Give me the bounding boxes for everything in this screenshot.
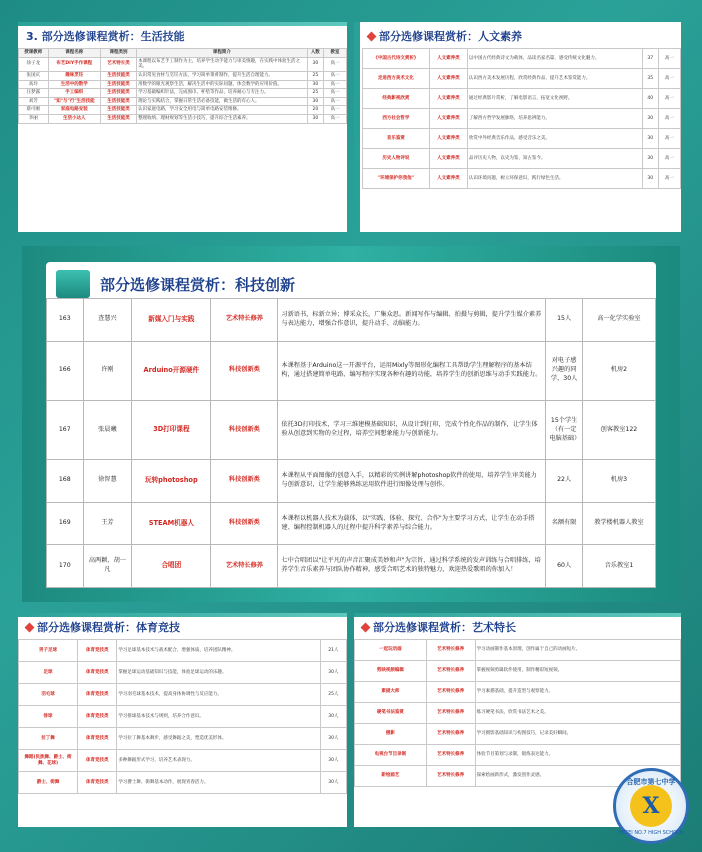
table-cell: 生活技能类 xyxy=(100,80,136,89)
table-cell: 舞蹈(民族舞、爵士、街舞、花球) xyxy=(19,750,78,772)
table-cell: 高一 xyxy=(324,106,347,115)
table-row xyxy=(19,728,347,750)
slide-left-stripe xyxy=(354,22,360,232)
table-cell: 20 xyxy=(307,106,323,115)
table-cell: 刘芳 xyxy=(19,97,49,106)
table-cell: 人文素养类 xyxy=(429,109,467,129)
table-cell: 高玲 xyxy=(19,80,49,89)
table-cell: 生活中的数学 xyxy=(48,80,100,89)
table-cell: 35 xyxy=(642,69,658,89)
table-row xyxy=(19,57,347,71)
table-header: 课程类别 xyxy=(100,49,136,58)
table-cell: 学习拉丁舞基本舞步，感受舞蹈之美，塑造优美形体。 xyxy=(117,728,320,750)
table-row xyxy=(19,706,347,728)
table-cell: 艺术特长类 xyxy=(100,57,136,71)
table-row xyxy=(355,724,681,745)
table-cell: 蔡可刚 xyxy=(19,106,49,115)
table-cell: 艺术特长修养 xyxy=(426,745,475,766)
table-cell: 艺术特长修养 xyxy=(211,545,278,588)
table-cell: 30 xyxy=(642,169,658,189)
table-cell: 25人 xyxy=(320,684,346,706)
table-cell: 体育竞技类 xyxy=(78,684,117,706)
table-cell: 高一 xyxy=(658,109,680,129)
table-cell: 168 xyxy=(47,460,84,503)
table-cell: 新媒入门与实践 xyxy=(132,299,211,342)
table-cell: 音乐鉴赏 xyxy=(363,129,430,149)
table-header: 人数 xyxy=(307,49,323,58)
table-cell: 3D打印课程 xyxy=(132,400,211,459)
table-cell: 163 xyxy=(47,299,84,342)
table-cell: 30人 xyxy=(320,772,346,794)
table-cell: 科技创新类 xyxy=(211,400,278,459)
table-cell: 高一 xyxy=(324,57,347,71)
table-row xyxy=(355,640,681,661)
table-cell: 高一 xyxy=(324,115,347,124)
table-cell: 人文素养类 xyxy=(429,89,467,109)
table-cell: 生活技能类 xyxy=(100,71,136,80)
table-cell: 掌握足球运动基础知识与技能，体验足球运动的乐趣。 xyxy=(117,662,320,684)
table-cell: 本课程从平面图像的创意入手，以精彩的实例讲解photoshop软件的使用，培养学生审美能力与创新意识，让学生能够熟练运用软件进行图像处理与创作。 xyxy=(278,460,546,503)
table-cell: 人文素养类 xyxy=(429,69,467,89)
table-cell: 硬笔书法鉴赏 xyxy=(355,703,427,724)
table-cell: 认识西方美术发展历程，欣赏经典作品，提升艺术鉴赏能力。 xyxy=(467,69,642,89)
table-row xyxy=(363,149,681,169)
table-cell: 教学楼机器人教室 xyxy=(582,502,655,545)
course-table xyxy=(18,48,347,124)
slide-tech-innovation xyxy=(22,246,680,602)
table-cell: 汪梦露 xyxy=(19,89,49,98)
table-row xyxy=(47,502,656,545)
table-cell: 爵士、街舞 xyxy=(19,772,78,794)
table-row xyxy=(47,460,656,503)
slide-title-text: 部分选修课程赏析：体育竞技 xyxy=(37,621,180,634)
table-cell: 学习素描基础，提升造型与观察能力。 xyxy=(475,682,680,703)
table-row xyxy=(19,80,347,89)
table-cell: 30 xyxy=(307,57,323,71)
table-cell: 认识环境问题，树立环保意识，践行绿色生活。 xyxy=(467,169,642,189)
table-cell: 学习基础编织针法，完成围巾、杯垫等作品，培养耐心与专注力。 xyxy=(137,89,308,98)
table-cell: 张晨曦 xyxy=(83,400,132,459)
table-cell: 依托3D打印技术，学习三维建模基础知识，从设计到打印，完成个性化作品的制作，让学生体验从创意到实物的全过程，培养空间想象能力与创新能力。 xyxy=(278,400,546,459)
table-cell: 男子足球 xyxy=(19,640,78,662)
table-cell: 排球 xyxy=(19,706,78,728)
table-cell: 30 xyxy=(307,97,323,106)
table-row xyxy=(19,684,347,706)
table-cell: 《中国古代诗文赏析》 xyxy=(363,49,430,69)
course-table xyxy=(46,298,656,588)
table-row xyxy=(47,400,656,459)
table-cell: 王芳 xyxy=(83,502,132,545)
table-header: 课程名称 xyxy=(48,49,100,58)
table-row xyxy=(363,169,681,189)
table-cell: 30人 xyxy=(320,706,346,728)
table-cell: 摄影 xyxy=(355,724,427,745)
slide-title-text: 部分选修课程赏析：科技创新 xyxy=(100,275,296,294)
table-row xyxy=(355,682,681,703)
table-cell: 合唱团 xyxy=(132,545,211,588)
table-cell: 生活技能类 xyxy=(100,106,136,115)
table-cell: 以中国古代经典诗文为载体，品读名家名篇，感受传统文化魅力。 xyxy=(467,49,642,69)
title-bullet-icon xyxy=(361,622,371,632)
table-cell: 体育竞技类 xyxy=(78,750,117,772)
table-cell: 欣赏中外经典音乐作品，感受音乐之美。 xyxy=(467,129,642,149)
table-row xyxy=(19,106,347,115)
table-cell: 体育竞技类 xyxy=(78,772,117,794)
table-cell: 本课程基于Arduino这一开源平台，运用Mixly等图形化编程工具帮助学生理解程序的基本结构，通过搭建简单电路、编写程序实现各种有趣的功能，培养学生的创新思维与动手实践能力。 xyxy=(278,341,546,400)
table-row xyxy=(19,115,347,124)
table-cell: 本课程以机器人技术为载体，以"实践、体验、探究、合作"为主要学习方式，让学生在动手搭建、编程控制机器人的过程中提升科学素养与综合能力。 xyxy=(278,502,546,545)
table-cell: 音乐教室1 xyxy=(582,545,655,588)
table-row xyxy=(363,129,681,149)
table-cell: 生活小达人 xyxy=(48,115,100,124)
table-cell: 30 xyxy=(307,115,323,124)
course-table xyxy=(362,48,681,189)
table-cell: "环境保护你我他" xyxy=(363,169,430,189)
table-cell: 人文素养类 xyxy=(429,49,467,69)
table-cell: 艺术特长修养 xyxy=(426,661,475,682)
table-cell: 30人 xyxy=(320,728,346,750)
table-cell: 家庭电路安装 xyxy=(48,106,100,115)
table-row xyxy=(19,89,347,98)
table-cell: 掌握视频剪辑软件使用，制作精彩短视频。 xyxy=(475,661,680,682)
slide-title-text: 部分选修课程赏析：人文素养 xyxy=(379,30,522,43)
table-cell: 理论与实践结合，掌握日常生活必备技能，做生活的有心人。 xyxy=(137,97,308,106)
table-header: 授课教师 xyxy=(19,49,49,58)
seal-top-text: 合肥市第七中学 xyxy=(626,778,676,786)
table-cell: 电视台节目录制 xyxy=(355,745,427,766)
table-cell: 166 xyxy=(47,341,84,400)
table-cell: 认识家庭电路，学习安全用电与简单电路安装维修。 xyxy=(137,106,308,115)
table-cell: 羽毛球 xyxy=(19,684,78,706)
table-cell: Arduino开源硬件 xyxy=(132,341,211,400)
table-cell: 布艺DIY手作课程 xyxy=(48,57,100,71)
table-cell: 徐子龙 xyxy=(19,57,49,71)
table-cell: 创客教室122 xyxy=(582,400,655,459)
table-cell: 机房2 xyxy=(582,341,655,400)
slide-humanities xyxy=(354,22,681,232)
table-cell: 高一 xyxy=(658,149,680,169)
table-cell: 艺术特长修养 xyxy=(211,299,278,342)
table-cell: 艺术特长修养 xyxy=(426,724,475,745)
table-cell: 用数学的眼光观察生活，解决生活中的实际问题，体会数学的应用价值。 xyxy=(137,80,308,89)
table-cell: 查慧兴 xyxy=(83,299,132,342)
table-cell: 30 xyxy=(642,149,658,169)
table-cell: "知"与"行"生活技能 xyxy=(48,97,100,106)
table-cell: 高一化学实验室 xyxy=(582,299,655,342)
slide-top-stripe xyxy=(18,613,347,617)
seal-emblem-icon: X xyxy=(630,785,672,827)
table-cell: 一起玩动画 xyxy=(355,640,427,661)
table-cell: 玩转photoshop xyxy=(132,460,211,503)
table-cell: 30 xyxy=(642,109,658,129)
course-table xyxy=(18,639,347,794)
table-cell: 高一 xyxy=(324,71,347,80)
slide-top-stripe xyxy=(354,613,681,617)
table-row xyxy=(363,69,681,89)
table-cell: 手工编织 xyxy=(48,89,100,98)
table-row xyxy=(19,772,347,794)
table-cell: 学习羽毛球基本技术，提高身体协调性与反应能力。 xyxy=(117,684,320,706)
table-row xyxy=(19,71,347,80)
table-cell: 学习摄影基础知识与构图技巧，记录美好瞬间。 xyxy=(475,724,680,745)
school-seal-logo xyxy=(613,768,689,844)
table-cell: 艺术特长修养 xyxy=(426,682,475,703)
table-cell: 体育竞技类 xyxy=(78,640,117,662)
table-cell: 七中合唱团以"让平凡的声音汇聚成美妙和声"为宗旨，通过科学系统的发声训练与合唱排练，培养学生音乐素养与团队协作精神，感受合唱艺术的独特魅力，欢迎热爱歌唱的你加入！ xyxy=(278,545,546,588)
slide-sports xyxy=(18,613,347,827)
table-cell: 习新语书，标新立异；博采众长，广集众思。新闻写作与编辑、拍摄与剪辑，提升学生媒介素养与表达能力，增强合作意识，提升动手、动脑能力。 xyxy=(278,299,546,342)
table-row xyxy=(355,703,681,724)
table-cell: 学习足球基本技术与战术配合，增强体质，培养团队精神。 xyxy=(117,640,320,662)
table-cell: 科技创新类 xyxy=(211,502,278,545)
table-cell: 探索绘画新形式，激发创作灵感。 xyxy=(475,766,680,787)
table-cell: 生活技能类 xyxy=(100,89,136,98)
table-cell: 生活技能类 xyxy=(100,97,136,106)
table-row xyxy=(47,299,656,342)
table-cell: 学习动画制作基本原理，创作属于自己的动画短片。 xyxy=(475,640,680,661)
table-row xyxy=(19,97,347,106)
table-cell: 169 xyxy=(47,502,84,545)
table-cell: 许刚 xyxy=(83,341,132,400)
table-cell: 30人 xyxy=(320,750,346,772)
table-cell: 艺术特长修养 xyxy=(426,766,475,787)
table-cell: 对电子感兴趣的同学，30人 xyxy=(546,341,583,400)
table-cell: 高一 xyxy=(658,89,680,109)
table-cell: 人文素养类 xyxy=(429,149,467,169)
table-header: 教室 xyxy=(324,49,347,58)
table-cell: 素描大师 xyxy=(355,682,427,703)
table-cell: 李丽 xyxy=(19,115,49,124)
slide-title xyxy=(354,22,681,48)
table-header: 课程简介 xyxy=(137,49,308,58)
table-row xyxy=(363,109,681,129)
table-cell: 本课程以布艺手工制作为主，培养学生动手能力与审美情趣，在实践中体验生活之美。 xyxy=(137,57,308,71)
table-cell: 高一 xyxy=(658,169,680,189)
table-cell: 剪映视频编辑 xyxy=(355,661,427,682)
table-row xyxy=(355,745,681,766)
table-cell: 练习硬笔书法，欣赏书法艺术之美。 xyxy=(475,703,680,724)
table-cell: 体验节目策划与录制，锻炼表达能力。 xyxy=(475,745,680,766)
table-row xyxy=(355,661,681,682)
course-table xyxy=(354,639,681,787)
table-row xyxy=(19,640,347,662)
table-cell: 170 xyxy=(47,545,84,588)
table-cell: 学习排球基本技术与规则，培养合作意识。 xyxy=(117,706,320,728)
table-cell: 高一 xyxy=(658,49,680,69)
table-cell: 人文素养类 xyxy=(429,169,467,189)
table-cell: 15人 xyxy=(546,299,583,342)
table-cell: 经典影视欣赏 xyxy=(363,89,430,109)
table-cell: 高一 xyxy=(324,97,347,106)
table-cell: 趣味烹饪 xyxy=(48,71,100,80)
table-cell: 历史人物评说 xyxy=(363,149,430,169)
table-cell: 30人 xyxy=(320,662,346,684)
table-cell: 30 xyxy=(307,80,323,89)
table-cell: 通过经典影片赏析，了解电影语言，拓宽文化视野。 xyxy=(467,89,642,109)
table-header-row xyxy=(19,49,347,58)
table-cell: 体育竞技类 xyxy=(78,728,117,750)
table-cell: 体育竞技类 xyxy=(78,706,117,728)
table-cell: 艺术特长修养 xyxy=(426,640,475,661)
table-cell: 高一 xyxy=(658,69,680,89)
table-cell: 人文素养类 xyxy=(429,129,467,149)
table-cell: 生活技能类 xyxy=(100,115,136,124)
table-cell: 品评历史人物，以史为鉴，知古鉴今。 xyxy=(467,149,642,169)
table-cell: 名额有限 xyxy=(546,502,583,545)
table-cell: 高一 xyxy=(658,129,680,149)
table-cell: 学习爵士舞、街舞基本动作，展现青春活力。 xyxy=(117,772,320,794)
table-row xyxy=(47,545,656,588)
header-thumbnail-icon xyxy=(56,270,90,298)
table-cell: 认识常见食材与烹饪方法，学习简单菜肴制作，提升生活自理能力。 xyxy=(137,71,308,80)
table-cell: 足球 xyxy=(19,662,78,684)
table-cell: 艺术特长修养 xyxy=(426,703,475,724)
table-cell: 15个学生（有一定电脑基础） xyxy=(546,400,583,459)
title-bullet-icon xyxy=(25,622,35,632)
slide-life-skills xyxy=(18,22,347,232)
table-cell: 22人 xyxy=(546,460,583,503)
table-cell: 了解西方哲学发展脉络，培养思辨能力。 xyxy=(467,109,642,129)
table-cell: 新绘画艺 xyxy=(355,766,427,787)
table-cell: 高一 xyxy=(324,80,347,89)
table-row xyxy=(19,662,347,684)
table-row xyxy=(363,49,681,69)
table-cell: 张国庆 xyxy=(19,71,49,80)
table-cell: 167 xyxy=(47,400,84,459)
table-cell: 高两颖、胡一凡 xyxy=(83,545,132,588)
slide-title-text: 部分选修课程赏析：艺术特长 xyxy=(373,621,516,634)
table-cell: 多种舞蹈形式学习，培养艺术表现力。 xyxy=(117,750,320,772)
table-cell: 25 xyxy=(307,89,323,98)
table-container xyxy=(46,298,656,588)
table-cell: 走进西方美术文化 xyxy=(363,69,430,89)
table-row xyxy=(47,341,656,400)
table-cell: 机房3 xyxy=(582,460,655,503)
table-cell: 科技创新类 xyxy=(211,460,278,503)
table-cell: 30 xyxy=(642,129,658,149)
table-cell: 21人 xyxy=(320,640,346,662)
table-cell: 拉丁舞 xyxy=(19,728,78,750)
slide-top-stripe xyxy=(18,22,347,26)
table-cell: 西方社会哲学 xyxy=(363,109,430,129)
seal-bottom-text: HEFEI NO.7 HIGH SCHOOL xyxy=(618,830,684,836)
table-cell: 25 xyxy=(307,71,323,80)
table-cell: 60人 xyxy=(546,545,583,588)
table-cell: 科技创新类 xyxy=(211,341,278,400)
table-cell: 整理收纳、理财规划等生活小技巧，提升综合生活素养。 xyxy=(137,115,308,124)
table-cell: 高一 xyxy=(324,89,347,98)
table-cell: 37 xyxy=(642,49,658,69)
table-row xyxy=(363,89,681,109)
table-cell: 徐智慧 xyxy=(83,460,132,503)
table-cell: 体育竞技类 xyxy=(78,662,117,684)
title-bullet-icon xyxy=(367,31,377,41)
table-cell: 40 xyxy=(642,89,658,109)
table-row xyxy=(19,750,347,772)
slide-title-text: 3. 部分选修课程赏析：生活技能 xyxy=(26,30,185,43)
table-cell: STEAM机器人 xyxy=(132,502,211,545)
